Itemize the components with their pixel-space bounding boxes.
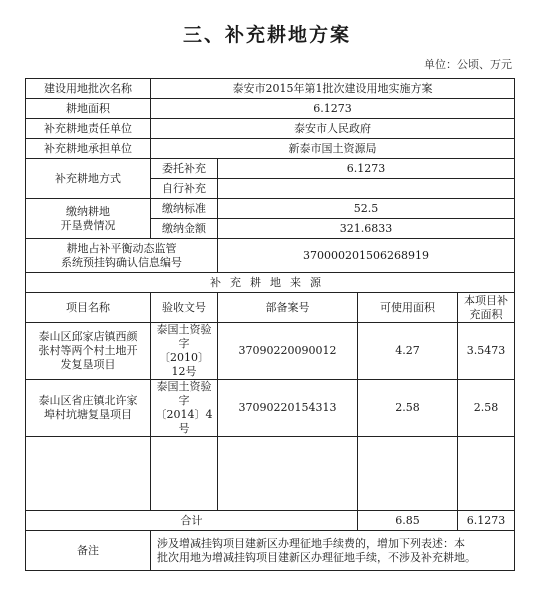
- system-row: [26, 239, 515, 273]
- available-area: 2.58: [358, 380, 458, 437]
- unit-label: 单位：公顷、万元: [424, 58, 512, 71]
- col-record: 部备案号: [218, 293, 358, 323]
- standard-row: [26, 199, 515, 219]
- system-label-line-1: 耕地占补平衡动态监管: [66, 241, 177, 255]
- acceptance-doc-line: 〔2014〕4号: [155, 408, 213, 435]
- self-label: 自行补充: [151, 179, 218, 199]
- system-label: [26, 239, 218, 273]
- available-area: 4.27: [358, 323, 458, 380]
- project-name-line: 泰山区邱家店镇西颜: [38, 330, 138, 343]
- undertake-label: 补充耕地承担单位: [26, 139, 151, 159]
- remark-label: 备注: [26, 531, 151, 571]
- remark-line-1: 涉及增减挂钩项目建新区办理征地手续费的，增加下列表述：本: [157, 536, 465, 550]
- project-name: [26, 323, 151, 380]
- undertake-value: 新泰市国土资源局: [151, 139, 515, 159]
- supplement-area: 2.58: [458, 380, 515, 437]
- batch-value: 泰安市2015年第1批次建设用地实施方案: [151, 79, 515, 99]
- system-value: 370000201506268919: [218, 239, 515, 273]
- acceptance-doc-line: 〔2010〕12号: [159, 351, 209, 378]
- project-name-line: 张村等两个村土地开: [38, 344, 138, 357]
- record-number: 37090220154313: [218, 380, 358, 437]
- standard-label: 缴纳标准: [151, 199, 218, 219]
- supplement-area: 3.5473: [458, 323, 515, 380]
- remark-text: [151, 531, 515, 571]
- land-supplement-table: [25, 78, 515, 571]
- col-project-area-line-1: 本项目补: [464, 293, 509, 307]
- col-name: 项目名称: [26, 293, 151, 323]
- system-label-line-2: 系统预挂钩确认信息编号: [61, 255, 182, 269]
- resp-value: 泰安市人民政府: [151, 119, 515, 139]
- project-name-line: 泰山区省庄镇北许家: [38, 394, 138, 407]
- entrust-value: 6.1273: [218, 159, 515, 179]
- undertake-row: [26, 139, 515, 159]
- amount-label: 缴纳金额: [151, 219, 218, 239]
- project-name-line: 发复垦项目: [60, 358, 116, 371]
- col-doc: 验收文号: [151, 293, 218, 323]
- project-name: [26, 380, 151, 437]
- blank-row: [26, 437, 515, 511]
- project-name-line: 埠村坑塘复垦项目: [44, 408, 132, 421]
- resp-row: [26, 119, 515, 139]
- source-header: 补充耕地来源: [26, 273, 515, 293]
- area-row: [26, 99, 515, 119]
- col-available: 可使用面积: [358, 293, 458, 323]
- resp-label: 补充耕地责任单位: [26, 119, 151, 139]
- table-row: [26, 380, 515, 437]
- remark-row: [26, 531, 515, 571]
- remark-line-2: 批次用地为增减挂钩项目建新区办理征地手续，不涉及补充耕地。: [157, 550, 476, 564]
- total-label: 合计: [26, 511, 358, 531]
- acceptance-doc: [151, 323, 218, 380]
- col-project-area: [458, 293, 515, 323]
- amount-value: 321.6833: [218, 219, 515, 239]
- entrust-label: 委托补充: [151, 159, 218, 179]
- standard-value: 52.5: [218, 199, 515, 219]
- fee-label-line-1: 缴纳耕地: [66, 204, 110, 218]
- col-project-area-line-2: 充面积: [469, 307, 503, 321]
- acceptance-doc: [151, 380, 218, 437]
- acceptance-doc-line: 泰国土资验字: [156, 380, 212, 407]
- self-value: [218, 179, 515, 199]
- area-label: 耕地面积: [26, 99, 151, 119]
- page-title: 三、补充耕地方案: [182, 24, 351, 46]
- area-value: 6.1273: [151, 99, 515, 119]
- total-available: 6.85: [358, 511, 458, 531]
- entrust-row: [26, 159, 515, 179]
- record-number: 37090220090012: [218, 323, 358, 380]
- fee-label-line-2: 开垦费情况: [60, 218, 116, 232]
- fee-label: [26, 199, 151, 239]
- total-supplement: 6.1273: [458, 511, 515, 531]
- table-row: [26, 323, 515, 380]
- column-header-row: [26, 293, 515, 323]
- method-label: 补充耕地方式: [26, 159, 151, 199]
- acceptance-doc-line: 泰国土资验字: [156, 323, 212, 350]
- source-header-row: [26, 273, 515, 293]
- total-row: [26, 511, 515, 531]
- batch-row: [26, 79, 515, 99]
- batch-label: 建设用地批次名称: [26, 79, 151, 99]
